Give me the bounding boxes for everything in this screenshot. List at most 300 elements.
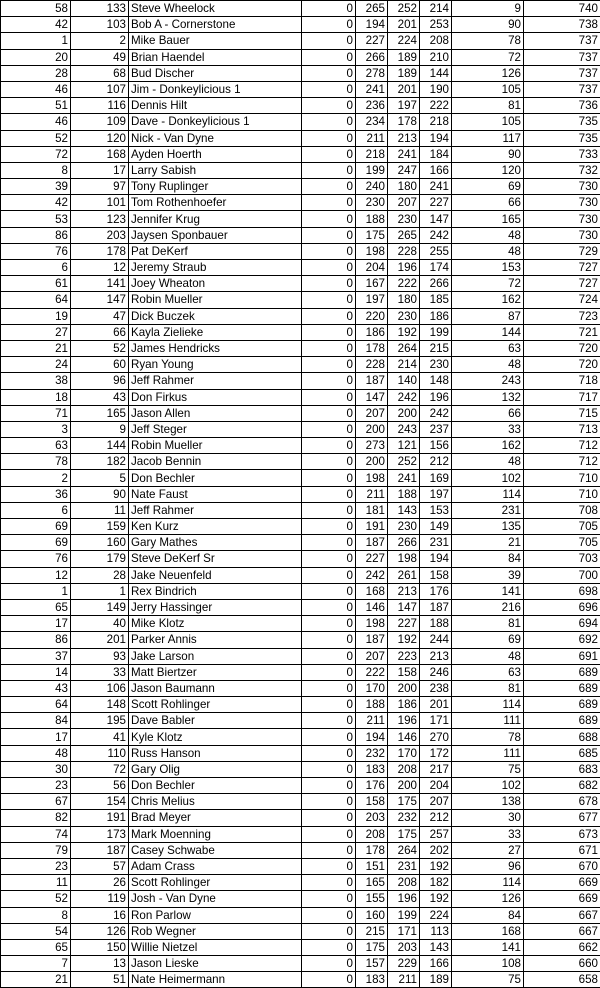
game-2-cell: 230 bbox=[388, 519, 420, 535]
game-1-cell: 230 bbox=[356, 195, 388, 211]
bowler-id-cell: 203 bbox=[71, 227, 129, 243]
handicap-flag-cell: 0 bbox=[302, 648, 356, 664]
bowler-id-cell: 41 bbox=[71, 729, 129, 745]
bowler-id-cell: 2 bbox=[71, 33, 129, 49]
game-2-cell: 189 bbox=[388, 65, 420, 81]
game-1-cell: 194 bbox=[356, 17, 388, 33]
total-cell: 730 bbox=[524, 227, 600, 243]
game-1-cell: 215 bbox=[356, 923, 388, 939]
table-row bbox=[1, 81, 600, 97]
bowler-id-cell: 5 bbox=[71, 470, 129, 486]
bowler-id-cell: 109 bbox=[71, 114, 129, 130]
handicap-flag-cell: 0 bbox=[302, 842, 356, 858]
game-1-cell: 183 bbox=[356, 972, 388, 988]
bowler-name-cell: Jake Neuenfeld bbox=[129, 567, 302, 583]
handicap-flag-cell: 0 bbox=[302, 956, 356, 972]
bowler-name-cell: Josh - Van Dyne bbox=[129, 891, 302, 907]
game-3-cell: 188 bbox=[420, 616, 452, 632]
table-row bbox=[1, 33, 600, 49]
total-cell: 710 bbox=[524, 470, 600, 486]
table-row bbox=[1, 713, 600, 729]
team-number-cell: 51 bbox=[1, 98, 71, 114]
bowler-id-cell: 126 bbox=[71, 923, 129, 939]
table-row bbox=[1, 470, 600, 486]
team-number-cell: 37 bbox=[1, 648, 71, 664]
table-row bbox=[1, 357, 600, 373]
game-3-cell: 270 bbox=[420, 729, 452, 745]
team-number-cell: 42 bbox=[1, 17, 71, 33]
table-row bbox=[1, 875, 600, 891]
game-2-cell: 197 bbox=[388, 98, 420, 114]
bowler-name-cell: Robin Mueller bbox=[129, 292, 302, 308]
table-row bbox=[1, 454, 600, 470]
bowler-name-cell: Jeff Rahmer bbox=[129, 502, 302, 518]
total-cell: 740 bbox=[524, 1, 600, 17]
game-2-cell: 196 bbox=[388, 260, 420, 276]
table-row bbox=[1, 211, 600, 227]
table-row bbox=[1, 65, 600, 81]
handicap-cell: 105 bbox=[452, 114, 524, 130]
handicap-cell: 27 bbox=[452, 842, 524, 858]
table-row bbox=[1, 373, 600, 389]
handicap-cell: 108 bbox=[452, 956, 524, 972]
bowler-id-cell: 120 bbox=[71, 130, 129, 146]
game-3-cell: 148 bbox=[420, 373, 452, 389]
game-3-cell: 184 bbox=[420, 146, 452, 162]
total-cell: 667 bbox=[524, 907, 600, 923]
bowler-name-cell: Nate Heimermann bbox=[129, 972, 302, 988]
handicap-cell: 153 bbox=[452, 260, 524, 276]
handicap-cell: 114 bbox=[452, 486, 524, 502]
table-row bbox=[1, 195, 600, 211]
team-number-cell: 12 bbox=[1, 567, 71, 583]
bowler-id-cell: 110 bbox=[71, 745, 129, 761]
handicap-cell: 63 bbox=[452, 340, 524, 356]
handicap-cell: 48 bbox=[452, 243, 524, 259]
bowler-name-cell: Dennis Hilt bbox=[129, 98, 302, 114]
table-row bbox=[1, 243, 600, 259]
game-2-cell: 158 bbox=[388, 664, 420, 680]
bowler-name-cell: Bud Discher bbox=[129, 65, 302, 81]
bowler-name-cell: Steve DeKerf Sr bbox=[129, 551, 302, 567]
handicap-flag-cell: 0 bbox=[302, 923, 356, 939]
team-number-cell: 64 bbox=[1, 697, 71, 713]
game-1-cell: 211 bbox=[356, 713, 388, 729]
bowler-name-cell: Jacob Bennin bbox=[129, 454, 302, 470]
bowler-name-cell: Russ Hanson bbox=[129, 745, 302, 761]
bowler-name-cell: Jake Larson bbox=[129, 648, 302, 664]
team-number-cell: 21 bbox=[1, 340, 71, 356]
bowler-id-cell: 154 bbox=[71, 794, 129, 810]
handicap-cell: 78 bbox=[452, 729, 524, 745]
total-cell: 689 bbox=[524, 680, 600, 696]
game-3-cell: 217 bbox=[420, 761, 452, 777]
handicap-cell: 48 bbox=[452, 648, 524, 664]
total-cell: 735 bbox=[524, 130, 600, 146]
handicap-cell: 138 bbox=[452, 794, 524, 810]
game-2-cell: 203 bbox=[388, 939, 420, 955]
table-row bbox=[1, 923, 600, 939]
bowler-name-cell: Rex Bindrich bbox=[129, 583, 302, 599]
table-row bbox=[1, 697, 600, 713]
bowler-name-cell: Larry Sabish bbox=[129, 162, 302, 178]
game-1-cell: 227 bbox=[356, 551, 388, 567]
game-1-cell: 188 bbox=[356, 697, 388, 713]
handicap-flag-cell: 0 bbox=[302, 502, 356, 518]
handicap-flag-cell: 0 bbox=[302, 162, 356, 178]
handicap-cell: 111 bbox=[452, 713, 524, 729]
team-number-cell: 52 bbox=[1, 891, 71, 907]
handicap-cell: 135 bbox=[452, 519, 524, 535]
bowler-id-cell: 90 bbox=[71, 486, 129, 502]
game-1-cell: 167 bbox=[356, 276, 388, 292]
team-number-cell: 65 bbox=[1, 939, 71, 955]
game-2-cell: 207 bbox=[388, 195, 420, 211]
bowler-id-cell: 160 bbox=[71, 535, 129, 551]
game-3-cell: 238 bbox=[420, 680, 452, 696]
team-number-cell: 20 bbox=[1, 49, 71, 65]
team-number-cell: 30 bbox=[1, 761, 71, 777]
bowler-id-cell: 187 bbox=[71, 842, 129, 858]
game-2-cell: 228 bbox=[388, 243, 420, 259]
total-cell: 720 bbox=[524, 357, 600, 373]
bowler-name-cell: Jennifer Krug bbox=[129, 211, 302, 227]
table-row bbox=[1, 599, 600, 615]
bowler-id-cell: 133 bbox=[71, 1, 129, 17]
team-number-cell: 71 bbox=[1, 405, 71, 421]
bowler-id-cell: 57 bbox=[71, 858, 129, 874]
game-3-cell: 213 bbox=[420, 648, 452, 664]
game-1-cell: 208 bbox=[356, 826, 388, 842]
total-cell: 698 bbox=[524, 583, 600, 599]
handicap-flag-cell: 0 bbox=[302, 616, 356, 632]
bowler-id-cell: 16 bbox=[71, 907, 129, 923]
total-cell: 730 bbox=[524, 211, 600, 227]
handicap-cell: 165 bbox=[452, 211, 524, 227]
game-3-cell: 147 bbox=[420, 211, 452, 227]
total-cell: 723 bbox=[524, 308, 600, 324]
handicap-flag-cell: 0 bbox=[302, 308, 356, 324]
game-1-cell: 188 bbox=[356, 211, 388, 227]
game-1-cell: 207 bbox=[356, 648, 388, 664]
handicap-cell: 141 bbox=[452, 583, 524, 599]
handicap-cell: 63 bbox=[452, 664, 524, 680]
team-number-cell: 78 bbox=[1, 454, 71, 470]
game-3-cell: 186 bbox=[420, 308, 452, 324]
table-row bbox=[1, 729, 600, 745]
team-number-cell: 19 bbox=[1, 308, 71, 324]
table-row bbox=[1, 49, 600, 65]
team-number-cell: 8 bbox=[1, 907, 71, 923]
total-cell: 689 bbox=[524, 697, 600, 713]
handicap-cell: 162 bbox=[452, 292, 524, 308]
handicap-cell: 132 bbox=[452, 389, 524, 405]
team-number-cell: 7 bbox=[1, 956, 71, 972]
game-1-cell: 160 bbox=[356, 907, 388, 923]
team-number-cell: 64 bbox=[1, 292, 71, 308]
table-row bbox=[1, 794, 600, 810]
game-2-cell: 147 bbox=[388, 599, 420, 615]
total-cell: 692 bbox=[524, 632, 600, 648]
bowler-id-cell: 144 bbox=[71, 438, 129, 454]
game-1-cell: 200 bbox=[356, 454, 388, 470]
game-1-cell: 187 bbox=[356, 535, 388, 551]
bowler-id-cell: 201 bbox=[71, 632, 129, 648]
handicap-cell: 9 bbox=[452, 1, 524, 17]
handicap-cell: 168 bbox=[452, 923, 524, 939]
handicap-flag-cell: 0 bbox=[302, 939, 356, 955]
bowler-name-cell: Pat DeKerf bbox=[129, 243, 302, 259]
team-number-cell: 18 bbox=[1, 389, 71, 405]
handicap-flag-cell: 0 bbox=[302, 535, 356, 551]
game-3-cell: 215 bbox=[420, 340, 452, 356]
game-2-cell: 211 bbox=[388, 972, 420, 988]
game-2-cell: 223 bbox=[388, 648, 420, 664]
bowler-name-cell: Jaysen Sponbauer bbox=[129, 227, 302, 243]
team-number-cell: 23 bbox=[1, 778, 71, 794]
handicap-cell: 126 bbox=[452, 891, 524, 907]
bowler-name-cell: Gary Mathes bbox=[129, 535, 302, 551]
handicap-cell: 81 bbox=[452, 616, 524, 632]
game-1-cell: 266 bbox=[356, 49, 388, 65]
team-number-cell: 46 bbox=[1, 81, 71, 97]
handicap-flag-cell: 0 bbox=[302, 761, 356, 777]
team-number-cell: 27 bbox=[1, 324, 71, 340]
bowler-name-cell: Ayden Hoerth bbox=[129, 146, 302, 162]
bowler-id-cell: 13 bbox=[71, 956, 129, 972]
handicap-cell: 231 bbox=[452, 502, 524, 518]
total-cell: 694 bbox=[524, 616, 600, 632]
handicap-cell: 21 bbox=[452, 535, 524, 551]
team-number-cell: 63 bbox=[1, 438, 71, 454]
handicap-cell: 78 bbox=[452, 33, 524, 49]
bowler-id-cell: 33 bbox=[71, 664, 129, 680]
game-2-cell: 242 bbox=[388, 389, 420, 405]
total-cell: 696 bbox=[524, 599, 600, 615]
table-row bbox=[1, 632, 600, 648]
bowler-name-cell: Ron Parlow bbox=[129, 907, 302, 923]
game-1-cell: 183 bbox=[356, 761, 388, 777]
handicap-flag-cell: 0 bbox=[302, 373, 356, 389]
team-number-cell: 17 bbox=[1, 616, 71, 632]
handicap-flag-cell: 0 bbox=[302, 697, 356, 713]
handicap-flag-cell: 0 bbox=[302, 49, 356, 65]
game-2-cell: 243 bbox=[388, 421, 420, 437]
total-cell: 688 bbox=[524, 729, 600, 745]
bowler-name-cell: Mike Bauer bbox=[129, 33, 302, 49]
handicap-flag-cell: 0 bbox=[302, 567, 356, 583]
game-3-cell: 172 bbox=[420, 745, 452, 761]
game-3-cell: 174 bbox=[420, 260, 452, 276]
bowler-name-cell: Nick - Van Dyne bbox=[129, 130, 302, 146]
bowler-name-cell: Jerry Hassinger bbox=[129, 599, 302, 615]
team-number-cell: 74 bbox=[1, 826, 71, 842]
handicap-flag-cell: 0 bbox=[302, 211, 356, 227]
handicap-flag-cell: 0 bbox=[302, 826, 356, 842]
game-1-cell: 191 bbox=[356, 519, 388, 535]
game-1-cell: 199 bbox=[356, 162, 388, 178]
handicap-flag-cell: 0 bbox=[302, 17, 356, 33]
team-number-cell: 53 bbox=[1, 211, 71, 227]
game-2-cell: 171 bbox=[388, 923, 420, 939]
game-1-cell: 176 bbox=[356, 778, 388, 794]
game-1-cell: 165 bbox=[356, 875, 388, 891]
bowler-id-cell: 52 bbox=[71, 340, 129, 356]
game-3-cell: 253 bbox=[420, 17, 452, 33]
handicap-flag-cell: 0 bbox=[302, 778, 356, 794]
game-3-cell: 166 bbox=[420, 162, 452, 178]
team-number-cell: 69 bbox=[1, 519, 71, 535]
bowler-name-cell: Parker Annis bbox=[129, 632, 302, 648]
game-2-cell: 230 bbox=[388, 211, 420, 227]
total-cell: 673 bbox=[524, 826, 600, 842]
game-2-cell: 189 bbox=[388, 49, 420, 65]
handicap-cell: 96 bbox=[452, 858, 524, 874]
bowler-name-cell: Matt Biertzer bbox=[129, 664, 302, 680]
handicap-flag-cell: 0 bbox=[302, 292, 356, 308]
table-row bbox=[1, 114, 600, 130]
handicap-cell: 72 bbox=[452, 49, 524, 65]
game-3-cell: 207 bbox=[420, 794, 452, 810]
bowler-id-cell: 150 bbox=[71, 939, 129, 955]
handicap-flag-cell: 0 bbox=[302, 972, 356, 988]
total-cell: 667 bbox=[524, 923, 600, 939]
team-number-cell: 36 bbox=[1, 486, 71, 502]
team-number-cell: 42 bbox=[1, 195, 71, 211]
total-cell: 670 bbox=[524, 858, 600, 874]
total-cell: 735 bbox=[524, 114, 600, 130]
table-row bbox=[1, 1, 600, 17]
game-3-cell: 266 bbox=[420, 276, 452, 292]
total-cell: 710 bbox=[524, 486, 600, 502]
game-3-cell: 214 bbox=[420, 1, 452, 17]
bowler-name-cell: Jason Baumann bbox=[129, 680, 302, 696]
bowler-id-cell: 96 bbox=[71, 373, 129, 389]
handicap-flag-cell: 0 bbox=[302, 551, 356, 567]
total-cell: 658 bbox=[524, 972, 600, 988]
table-row bbox=[1, 179, 600, 195]
bowler-name-cell: Dave Babler bbox=[129, 713, 302, 729]
handicap-cell: 102 bbox=[452, 470, 524, 486]
bowler-name-cell: Adam Crass bbox=[129, 858, 302, 874]
total-cell: 727 bbox=[524, 260, 600, 276]
team-number-cell: 17 bbox=[1, 729, 71, 745]
total-cell: 730 bbox=[524, 179, 600, 195]
bowler-name-cell: Brad Meyer bbox=[129, 810, 302, 826]
game-2-cell: 199 bbox=[388, 907, 420, 923]
game-2-cell: 175 bbox=[388, 826, 420, 842]
game-1-cell: 151 bbox=[356, 858, 388, 874]
game-1-cell: 211 bbox=[356, 486, 388, 502]
game-1-cell: 198 bbox=[356, 243, 388, 259]
table-row bbox=[1, 761, 600, 777]
game-2-cell: 241 bbox=[388, 146, 420, 162]
game-3-cell: 171 bbox=[420, 713, 452, 729]
bowler-name-cell: Casey Schwabe bbox=[129, 842, 302, 858]
game-1-cell: 278 bbox=[356, 65, 388, 81]
game-2-cell: 186 bbox=[388, 697, 420, 713]
bowler-id-cell: 56 bbox=[71, 778, 129, 794]
game-3-cell: 204 bbox=[420, 778, 452, 794]
game-1-cell: 220 bbox=[356, 308, 388, 324]
handicap-cell: 141 bbox=[452, 939, 524, 955]
game-3-cell: 158 bbox=[420, 567, 452, 583]
game-1-cell: 187 bbox=[356, 373, 388, 389]
handicap-flag-cell: 0 bbox=[302, 243, 356, 259]
game-1-cell: 175 bbox=[356, 939, 388, 955]
game-3-cell: 156 bbox=[420, 438, 452, 454]
bowler-name-cell: Steve Wheelock bbox=[129, 1, 302, 17]
table-row bbox=[1, 810, 600, 826]
handicap-cell: 75 bbox=[452, 761, 524, 777]
game-1-cell: 187 bbox=[356, 632, 388, 648]
bowler-name-cell: Jeremy Straub bbox=[129, 260, 302, 276]
game-1-cell: 198 bbox=[356, 616, 388, 632]
team-number-cell: 11 bbox=[1, 875, 71, 891]
total-cell: 682 bbox=[524, 778, 600, 794]
total-cell: 733 bbox=[524, 146, 600, 162]
game-3-cell: 149 bbox=[420, 519, 452, 535]
table-row bbox=[1, 308, 600, 324]
game-2-cell: 200 bbox=[388, 405, 420, 421]
table-row bbox=[1, 535, 600, 551]
total-cell: 703 bbox=[524, 551, 600, 567]
handicap-flag-cell: 0 bbox=[302, 324, 356, 340]
game-2-cell: 231 bbox=[388, 858, 420, 874]
bowler-name-cell: James Hendricks bbox=[129, 340, 302, 356]
team-number-cell: 48 bbox=[1, 745, 71, 761]
total-cell: 730 bbox=[524, 195, 600, 211]
game-3-cell: 190 bbox=[420, 81, 452, 97]
table-row bbox=[1, 340, 600, 356]
handicap-cell: 126 bbox=[452, 65, 524, 81]
handicap-cell: 75 bbox=[452, 972, 524, 988]
table-row bbox=[1, 567, 600, 583]
handicap-cell: 105 bbox=[452, 81, 524, 97]
game-2-cell: 200 bbox=[388, 778, 420, 794]
game-1-cell: 241 bbox=[356, 81, 388, 97]
handicap-cell: 120 bbox=[452, 162, 524, 178]
bowler-name-cell: Robin Mueller bbox=[129, 438, 302, 454]
total-cell: 705 bbox=[524, 519, 600, 535]
bowler-id-cell: 66 bbox=[71, 324, 129, 340]
game-2-cell: 265 bbox=[388, 227, 420, 243]
game-3-cell: 222 bbox=[420, 98, 452, 114]
bowler-name-cell: Gary Olig bbox=[129, 761, 302, 777]
table-row bbox=[1, 583, 600, 599]
total-cell: 712 bbox=[524, 454, 600, 470]
handicap-flag-cell: 0 bbox=[302, 33, 356, 49]
handicap-flag-cell: 0 bbox=[302, 599, 356, 615]
handicap-cell: 90 bbox=[452, 146, 524, 162]
game-2-cell: 266 bbox=[388, 535, 420, 551]
bowler-id-cell: 28 bbox=[71, 567, 129, 583]
total-cell: 721 bbox=[524, 324, 600, 340]
table-row bbox=[1, 858, 600, 874]
game-3-cell: 182 bbox=[420, 875, 452, 891]
handicap-cell: 87 bbox=[452, 308, 524, 324]
handicap-cell: 84 bbox=[452, 907, 524, 923]
bowler-id-cell: 9 bbox=[71, 421, 129, 437]
game-1-cell: 198 bbox=[356, 470, 388, 486]
team-number-cell: 86 bbox=[1, 632, 71, 648]
table-row bbox=[1, 260, 600, 276]
bowler-name-cell: Brian Haendel bbox=[129, 49, 302, 65]
total-cell: 677 bbox=[524, 810, 600, 826]
game-3-cell: 257 bbox=[420, 826, 452, 842]
handicap-flag-cell: 0 bbox=[302, 438, 356, 454]
bowler-id-cell: 17 bbox=[71, 162, 129, 178]
